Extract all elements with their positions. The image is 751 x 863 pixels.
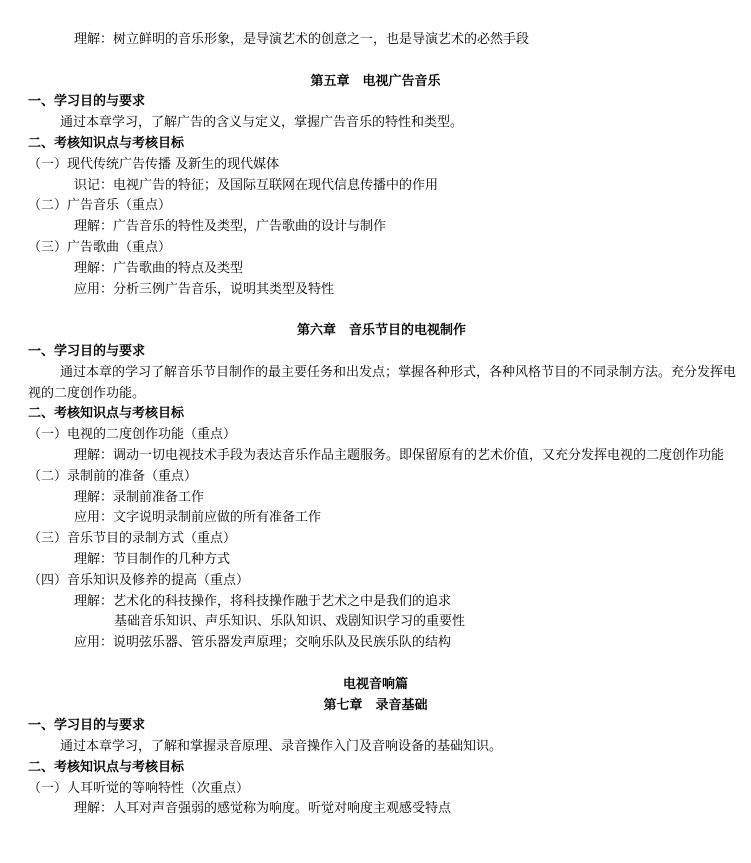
ch6-item-4-line-1: 理解：艺术化的科技操作，将科技操作融于艺术之中是我们的追求 [74, 593, 452, 609]
ch5-item-1: （一）现代传统广告传播 及新生的现代媒体 [28, 156, 280, 172]
ch6-item-4-line-3: 应用：说明弦乐器、管乐器发声原理；交响乐队及民族乐队的结构 [74, 635, 452, 651]
ch5-section-knowledge: 二、考核知识点与考核目标 [28, 135, 185, 151]
ch6-goals-text-content: 通过本章的学习了解音乐节目制作的最主要任务和出发点；掌握各种形式，各种风格节目的不同录制方法。充分发挥电视的二度创作功能。 [28, 364, 737, 401]
ch6-item-1-line: 理解：调动一切电视技术手段为表达音乐作品主题服务。即保留原有的艺术价值，又充分发挥电视的二度创作功能 [74, 447, 725, 463]
ch6-section-knowledge: 二、考核知识点与考核目标 [28, 406, 185, 422]
ch6-item-2-line-2: 应用：文字说明录制前应做的所有准备工作 [74, 510, 322, 526]
ch6-item-2-line-1: 理解：录制前准备工作 [74, 489, 205, 505]
ch7-section-knowledge: 二、考核知识点与考核目标 [28, 759, 185, 775]
top-line: 理解：树立鲜明的音乐形象，是导演艺术的创意之一，也是导演艺术的必然手段 [74, 32, 530, 47]
spacer [0, 51, 751, 72]
ch5-item-3-line-1: 理解：广告歌曲的特点及类型 [74, 260, 244, 276]
ch7-goals-text: 通过本章学习，了解和掌握录音原理、录音操作入门及音响设备的基础知识。 [60, 739, 503, 755]
ch6-item-3-line: 理解：节目制作的几种方式 [74, 551, 231, 567]
chapter-5-title: 第五章 电视广告音乐 [310, 73, 441, 89]
ch6-section-goals: 一、学习目的与要求 [28, 343, 146, 359]
spacer [0, 654, 751, 675]
ch5-item-3: （三）广告歌曲（重点） [28, 239, 172, 255]
ch6-goals-text [0, 363, 751, 405]
ch6-item-2: （二）录制前的准备（重点） [28, 468, 198, 484]
ch5-goals-text: 通过本章学习，了解广告的含义与定义，掌握广告音乐的特性和类型。 [60, 115, 464, 131]
ch7-item-1-line: 理解：人耳对声音强弱的感觉称为响度。听觉对响度主观感受特点 [74, 801, 452, 817]
part-title: 电视音响篇 [342, 676, 408, 692]
ch6-item-4-line-2: 基础音乐知识、声乐知识、乐队知识、戏剧知识学习的重要性 [114, 614, 466, 630]
ch7-section-goals: 一、学习目的与要求 [28, 718, 146, 734]
ch6-item-3: （三）音乐节目的录制方式（重点） [28, 531, 237, 547]
ch6-item-4: （四）音乐知识及修养的提高（重点） [28, 572, 250, 588]
ch5-item-3-line-2: 应用：分析三例广告音乐，说明其类型及特性 [74, 281, 335, 297]
ch5-section-goals: 一、学习目的与要求 [28, 94, 146, 110]
ch5-item-1-line: 识记：电视广告的特征；及国际互联网在现代信息传播中的作用 [74, 177, 439, 193]
ch5-item-2: （二）广告音乐（重点） [28, 198, 172, 214]
spacer [0, 300, 751, 321]
document-page [0, 30, 751, 820]
ch5-item-2-line: 理解：广告音乐的特性及类型，广告歌曲的设计与制作 [74, 219, 387, 235]
chapter-7-title: 第七章 录音基础 [323, 697, 428, 713]
ch6-item-1: （一）电视的二度创作功能（重点） [28, 427, 237, 443]
ch7-item-1: （一）人耳听觉的等响特性（次重点） [28, 780, 250, 796]
chapter-6-title: 第六章 音乐节目的电视制作 [296, 323, 466, 339]
